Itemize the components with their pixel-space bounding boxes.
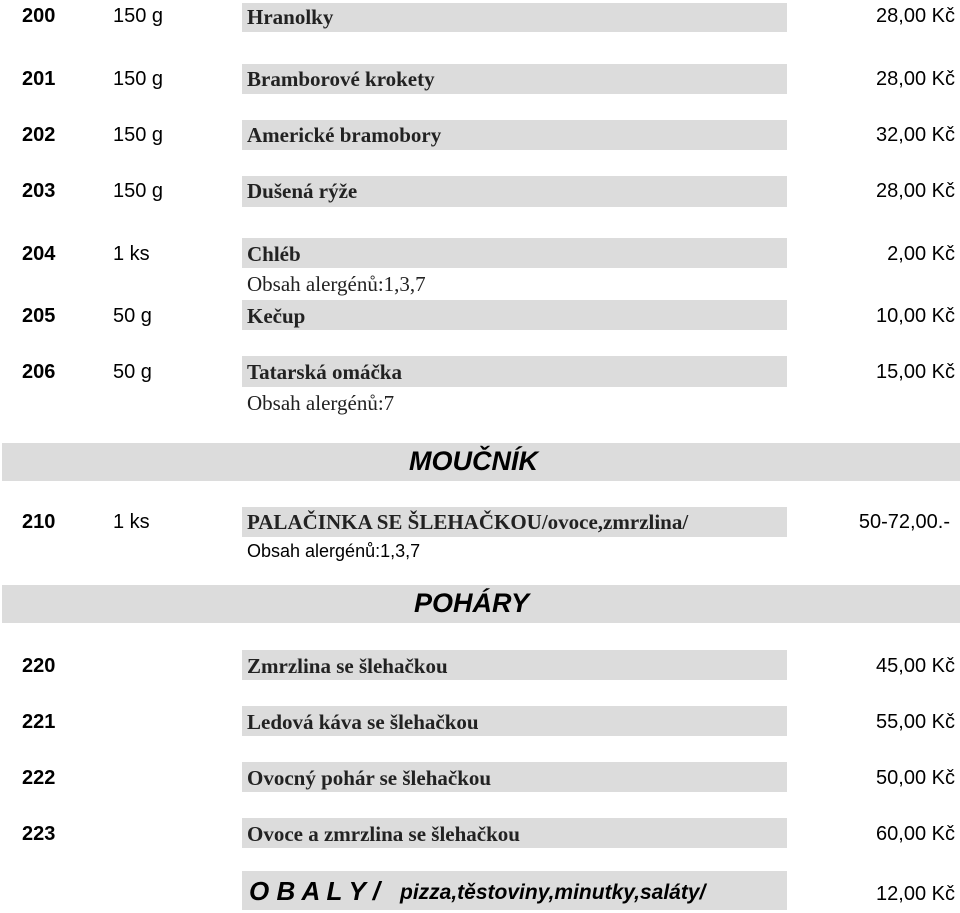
item-price: 28,00 Kč xyxy=(876,5,955,27)
item-name: Americké bramobory xyxy=(247,123,442,147)
item-quantity: 50 g xyxy=(113,361,152,383)
item-number: 222 xyxy=(22,767,56,789)
section-header-moucnik xyxy=(2,443,960,481)
item-price: 15,00 Kč xyxy=(876,361,955,383)
item-number: 201 xyxy=(22,68,56,90)
obaly-price: 12,00 Kč xyxy=(876,883,955,905)
item-allergens: Obsah alergénů:1,3,7 xyxy=(247,272,426,296)
item-quantity: 50 g xyxy=(113,305,152,327)
item-quantity: 150 g xyxy=(113,180,164,202)
item-name: Kečup xyxy=(247,304,306,328)
item-number: 202 xyxy=(22,124,56,146)
item-price: 28,00 Kč xyxy=(876,180,955,202)
item-name: Dušená rýže xyxy=(247,179,358,203)
item-allergens: Obsah alergénů:7 xyxy=(247,391,395,415)
item-quantity: 1 ks xyxy=(113,511,150,533)
section-title: MOUČNÍK xyxy=(409,446,538,476)
item-price: 55,00 Kč xyxy=(876,711,955,733)
item-name: Tatarská omáčka xyxy=(247,360,402,384)
item-price: 45,00 Kč xyxy=(876,655,955,677)
item-name-bar xyxy=(242,238,787,268)
item-number: 221 xyxy=(22,711,56,733)
item-number: 205 xyxy=(22,305,56,327)
item-number: 220 xyxy=(22,655,56,677)
item-allergens: Obsah alergénů:1,3,7 xyxy=(247,541,421,561)
item-number: 210 xyxy=(22,511,56,533)
item-number: 203 xyxy=(22,180,56,202)
item-number: 200 xyxy=(22,5,56,27)
item-quantity: 150 g xyxy=(113,124,164,146)
item-name-bar xyxy=(242,300,787,330)
item-number: 204 xyxy=(22,243,56,265)
item-price: 28,00 Kč xyxy=(876,68,955,90)
section-title: POHÁRY xyxy=(414,588,530,618)
obaly-label: O B A L Y / xyxy=(249,876,381,906)
item-quantity: 1 ks xyxy=(113,243,150,265)
item-name: PALAČINKA SE ŠLEHAČKOU/ovoce,zmrzlina/ xyxy=(247,510,689,534)
item-name: Hranolky xyxy=(247,5,334,29)
item-quantity: 150 g xyxy=(113,68,164,90)
item-price: 32,00 Kč xyxy=(876,124,955,146)
item-name: Ovocný pohár se šlehačkou xyxy=(247,766,492,790)
item-name: Zmrzlina se šlehačkou xyxy=(247,654,448,678)
item-number: 206 xyxy=(22,361,56,383)
item-price: 2,00 Kč xyxy=(887,243,955,265)
item-price: 60,00 Kč xyxy=(876,823,955,845)
item-name: Ovoce a zmrzlina se šlehačkou xyxy=(247,822,520,846)
item-price: 50-72,00.- xyxy=(858,511,950,533)
item-quantity: 150 g xyxy=(113,5,164,27)
obaly-note: pizza,těstoviny,minutky,saláty/ xyxy=(400,881,706,904)
item-number: 223 xyxy=(22,823,56,845)
item-name: Chléb xyxy=(247,242,301,266)
item-name: Ledová káva se šlehačkou xyxy=(247,710,479,734)
section-header-pohary xyxy=(2,585,960,623)
item-name: Bramborové krokety xyxy=(247,67,435,91)
item-price: 10,00 Kč xyxy=(876,305,955,327)
item-price: 50,00 Kč xyxy=(876,767,955,789)
